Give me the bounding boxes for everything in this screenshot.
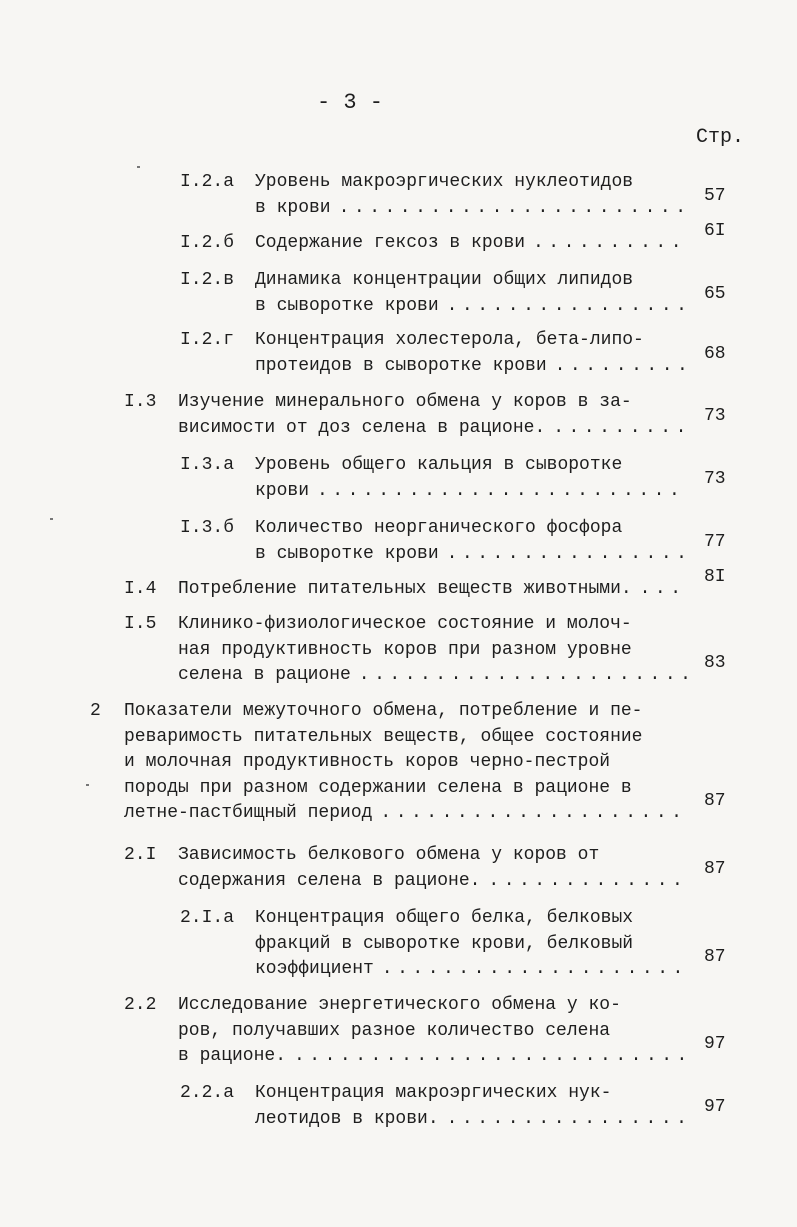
toc-entry-title-line: в рационе. bbox=[178, 1046, 287, 1066]
toc-entry-title-line: Потребление питательных веществ животными. bbox=[178, 579, 632, 599]
toc-entry-title-line: и молочная продуктивность коров черно-пестрой bbox=[124, 752, 611, 772]
toc-entry-title-line: коэффициент bbox=[255, 959, 374, 979]
toc-entry-title-line: содержания селена в рационе. bbox=[178, 870, 481, 891]
page-number: - 3 - bbox=[316, 90, 383, 115]
toc-entry-number: 2.2 bbox=[124, 995, 157, 1015]
toc-entry-title-line: ров, получавших разное количество селена bbox=[178, 1020, 611, 1041]
toc-entry-title-line: породы при разном содержании селена в рационе в bbox=[124, 777, 632, 798]
dot-leader: ......... bbox=[554, 355, 693, 376]
toc-entry-title-line: Количество неорганического фосфора bbox=[255, 518, 623, 538]
dot-leader: ................ bbox=[446, 1108, 692, 1129]
dot-leader: .......................... bbox=[294, 1046, 692, 1066]
toc-page-number: 87 bbox=[704, 947, 726, 967]
toc-entry-number: 2.I.а bbox=[180, 908, 235, 928]
toc-entry-title-line: Концентрация макроэргических нук- bbox=[255, 1083, 612, 1103]
toc-entry-title-line: Изучение минерального обмена у коров в за- bbox=[178, 392, 632, 412]
toc-entry-title-line: Концентрация общего белка, белковых bbox=[255, 908, 634, 928]
dot-leader: ......... bbox=[553, 417, 691, 438]
toc-entry-title-line: селена в рационе bbox=[178, 665, 351, 685]
toc-entry-title-line: Исследование энергетического обмена у ко- bbox=[178, 995, 621, 1015]
toc-entry-title-line: Показатели межуточного обмена, потребление и пе- bbox=[124, 701, 643, 721]
toc-page-number: 97 bbox=[704, 1034, 726, 1054]
toc-entry-number: I.2.в bbox=[180, 270, 235, 290]
toc-page-number: 57 bbox=[704, 185, 726, 206]
toc-page-number: 73 bbox=[704, 405, 726, 426]
dot-leader: ...................... bbox=[358, 665, 696, 685]
scan-speck bbox=[50, 518, 53, 520]
toc-entry-number: I.2.г bbox=[180, 330, 235, 350]
toc-page-number: 77 bbox=[704, 531, 726, 552]
dot-leader: ....................... bbox=[338, 197, 691, 218]
toc-entry-title-line: ная продуктивность коров при разном уровне bbox=[178, 639, 632, 660]
toc-entry-title-line: в сыворотке крови bbox=[255, 543, 439, 564]
toc-entry-title-line: Клинико-физиологическое состояние и молоч- bbox=[178, 614, 632, 634]
toc-entry-title-line: леотидов в крови. bbox=[255, 1108, 439, 1129]
toc-entry-title-line: Динамика концентрации общих липидов bbox=[255, 270, 634, 290]
dot-leader: ........................ bbox=[317, 480, 685, 501]
toc-entry-number: I.5 bbox=[124, 614, 157, 634]
toc-entry-title-line: летне-пастбищный период bbox=[124, 803, 373, 823]
toc-page-number: 65 bbox=[704, 283, 726, 304]
toc-entry-number: I.3.а bbox=[180, 455, 235, 475]
toc-entry-title-line: фракций в сыворотке крови, белковый bbox=[255, 933, 634, 954]
toc-entry-title-line: протеидов в сыворотке крови bbox=[255, 355, 547, 376]
toc-entry-title-line: Уровень общего кальция в сыворотке bbox=[255, 455, 623, 475]
toc-entry-number: 2 bbox=[90, 701, 101, 721]
toc-page-number: 68 bbox=[704, 343, 726, 364]
toc-page-number: 83 bbox=[704, 653, 726, 673]
toc-entry-title-line: крови bbox=[255, 480, 310, 501]
toc-entry-number: I.2.б bbox=[180, 233, 235, 253]
toc-page-number: 73 bbox=[704, 468, 726, 489]
dot-leader: ............. bbox=[488, 870, 688, 891]
dot-leader: .......... bbox=[533, 233, 687, 253]
pages-column-label: Стр. bbox=[696, 126, 745, 149]
scan-speck bbox=[137, 166, 140, 168]
scan-speck bbox=[86, 784, 89, 786]
toc-page-number: 8I bbox=[704, 567, 726, 587]
toc-entry-number: 2.I bbox=[124, 845, 157, 865]
toc-page-number: 87 bbox=[704, 791, 726, 811]
dot-leader: ... bbox=[639, 579, 686, 599]
toc-entry-number: I.2.а bbox=[180, 172, 235, 192]
toc-entry-title-line: Зависимость белкового обмена у коров от bbox=[178, 845, 600, 865]
toc-entry-title-line: висимости от доз селена в рационе. bbox=[178, 417, 546, 438]
toc-entry-title-line: в крови bbox=[255, 197, 331, 218]
toc-entry-number: I.4 bbox=[124, 579, 157, 599]
toc-entry-title-line: Содержание гексоз в крови bbox=[255, 233, 526, 253]
toc-entry-title-line: в сыворотке крови bbox=[255, 295, 439, 316]
toc-entry-title-line: реваримость питательных веществ, общее состояние bbox=[124, 726, 643, 747]
dot-leader: ................ bbox=[446, 543, 692, 564]
toc-entry-number: I.3.б bbox=[180, 518, 235, 538]
dot-leader: .................... bbox=[380, 803, 687, 823]
toc-page-number: 6I bbox=[704, 221, 726, 241]
toc-entry-title-line: Концентрация холестерола, бета-липо- bbox=[255, 330, 644, 350]
toc-entry-title-line: Уровень макроэргических нуклеотидов bbox=[255, 172, 634, 192]
toc-page-number: 87 bbox=[704, 858, 726, 879]
toc-entry-number: 2.2.а bbox=[180, 1083, 235, 1103]
dot-leader: ................ bbox=[446, 295, 692, 316]
toc-page-number: 97 bbox=[704, 1096, 726, 1117]
dot-leader: .................... bbox=[381, 959, 688, 979]
toc-entry-number: I.3 bbox=[124, 392, 157, 412]
